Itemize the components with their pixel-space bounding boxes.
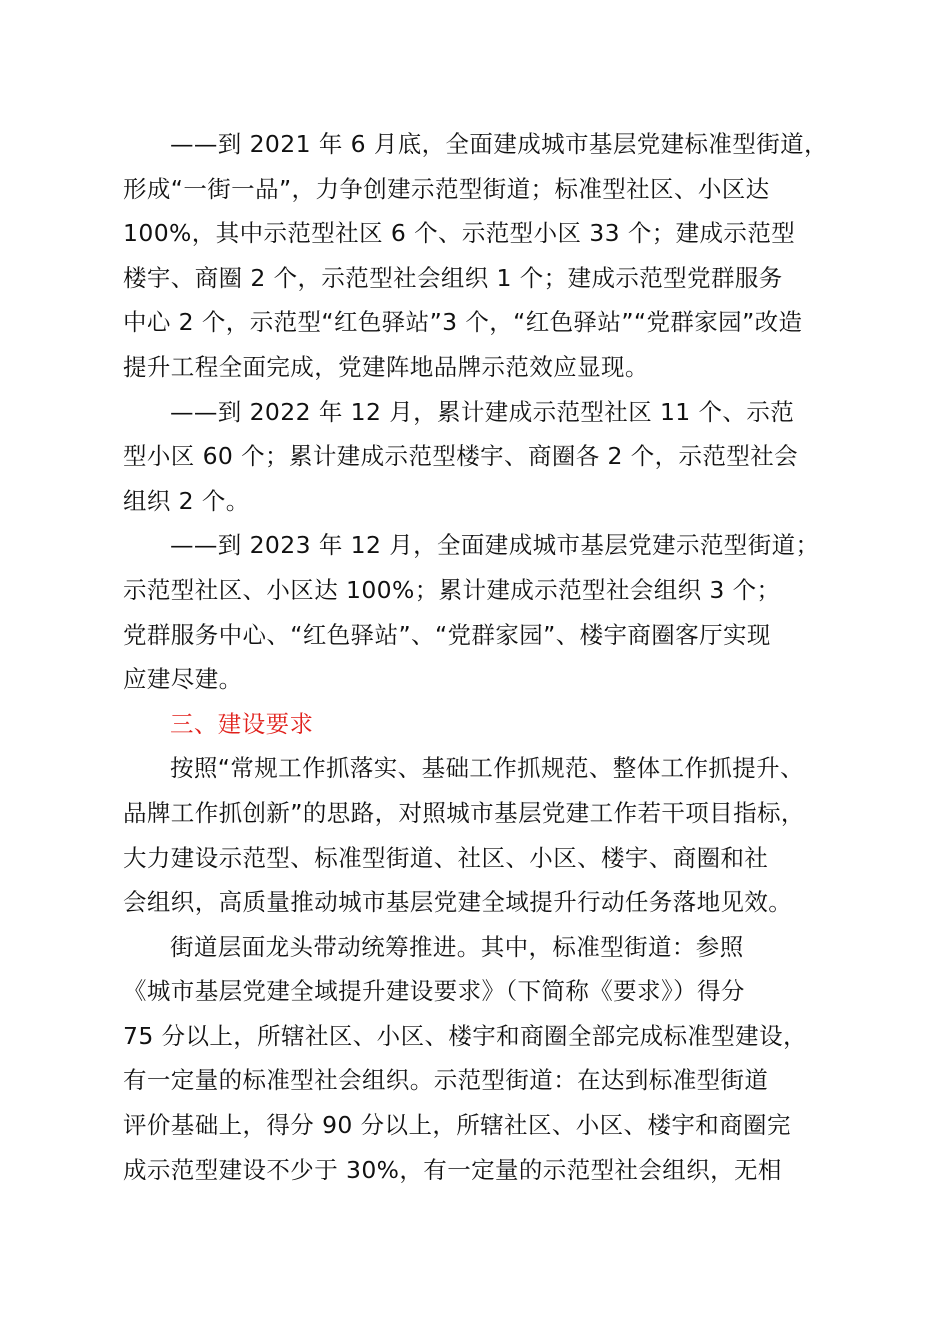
- text-line: 组织 2 个。: [123, 486, 250, 515]
- text-line: ——到 2022 年 12 月，累计建成示范型社区 11 个、示范: [170, 397, 795, 426]
- paragraph-approach: [123, 746, 863, 924]
- text-line: 楼宇、商圈 2 个，示范型社会组织 1 个；建成示范型党群服务: [123, 263, 783, 292]
- text-line: ——到 2021 年 6 月底，全面建成城市基层党建标准型街道，: [170, 130, 828, 158]
- text-line: 有一定量的标准型社会组织。示范型街道：在达到标准型街道: [123, 1066, 769, 1095]
- text-line: 街道层面龙头带动统筹推进。其中，标准型街道：参照: [170, 932, 744, 961]
- paragraph-goal-2023: [123, 523, 863, 701]
- text-line: 形成“一街一品”，力争创建示范型街道；标准型社区、小区达: [123, 174, 770, 203]
- paragraph-goal-2022: [123, 390, 863, 524]
- text-line: 100%，其中示范型社区 6 个、示范型小区 33 个；建成示范型: [123, 219, 796, 248]
- text-line: 党群服务中心、“红色驿站”、“党群家园”、楼宇商圈客厅实现: [123, 620, 771, 649]
- text-line: 示范型社区、小区达 100%；累计建成示范型社会组织 3 个；: [123, 575, 781, 604]
- text-line: 品牌工作抓创新”的思路，对照城市基层党建工作若干项目指标，: [123, 798, 805, 827]
- text-line: 提升工程全面完成，党建阵地品牌示范效应显现。: [123, 352, 649, 381]
- text-line: 型小区 60 个；累计建成示范型楼宇、商圈各 2 个，示范型社会: [123, 442, 799, 471]
- text-line: 会组织，高质量推动城市基层党建全域提升行动任务落地见效。: [123, 888, 793, 917]
- text-line: 成示范型建设不少于 30%，有一定量的示范型社会组织，无相: [123, 1155, 782, 1184]
- paragraph-goal-2021: [123, 122, 863, 390]
- text-line: 评价基础上，得分 90 分以上，所辖社区、小区、楼宇和商圈完: [123, 1111, 791, 1140]
- text-line: ——到 2023 年 12 月，全面建成城市基层党建示范型街道；: [170, 531, 820, 560]
- text-line: 中心 2 个，示范型“红色驿站”3 个，“红色驿站”“党群家园”改造: [123, 308, 803, 337]
- text-line: 按照“常规工作抓落实、基础工作抓规范、整体工作抓提升、: [170, 754, 804, 783]
- text-line: 应建尽建。: [123, 665, 243, 694]
- document-body: [123, 122, 863, 1192]
- text-line: 大力建设示范型、标准型街道、社区、小区、楼宇、商圈和社: [123, 843, 769, 872]
- text-line: 75 分以上，所辖社区、小区、楼宇和商圈全部完成标准型建设，: [123, 1021, 807, 1050]
- text-line: 《城市基层党建全域提升建设要求》（下简称《要求》）得分: [123, 977, 745, 1006]
- paragraph-street-level: [123, 925, 863, 1193]
- section-heading: 三、建设要求: [170, 709, 314, 738]
